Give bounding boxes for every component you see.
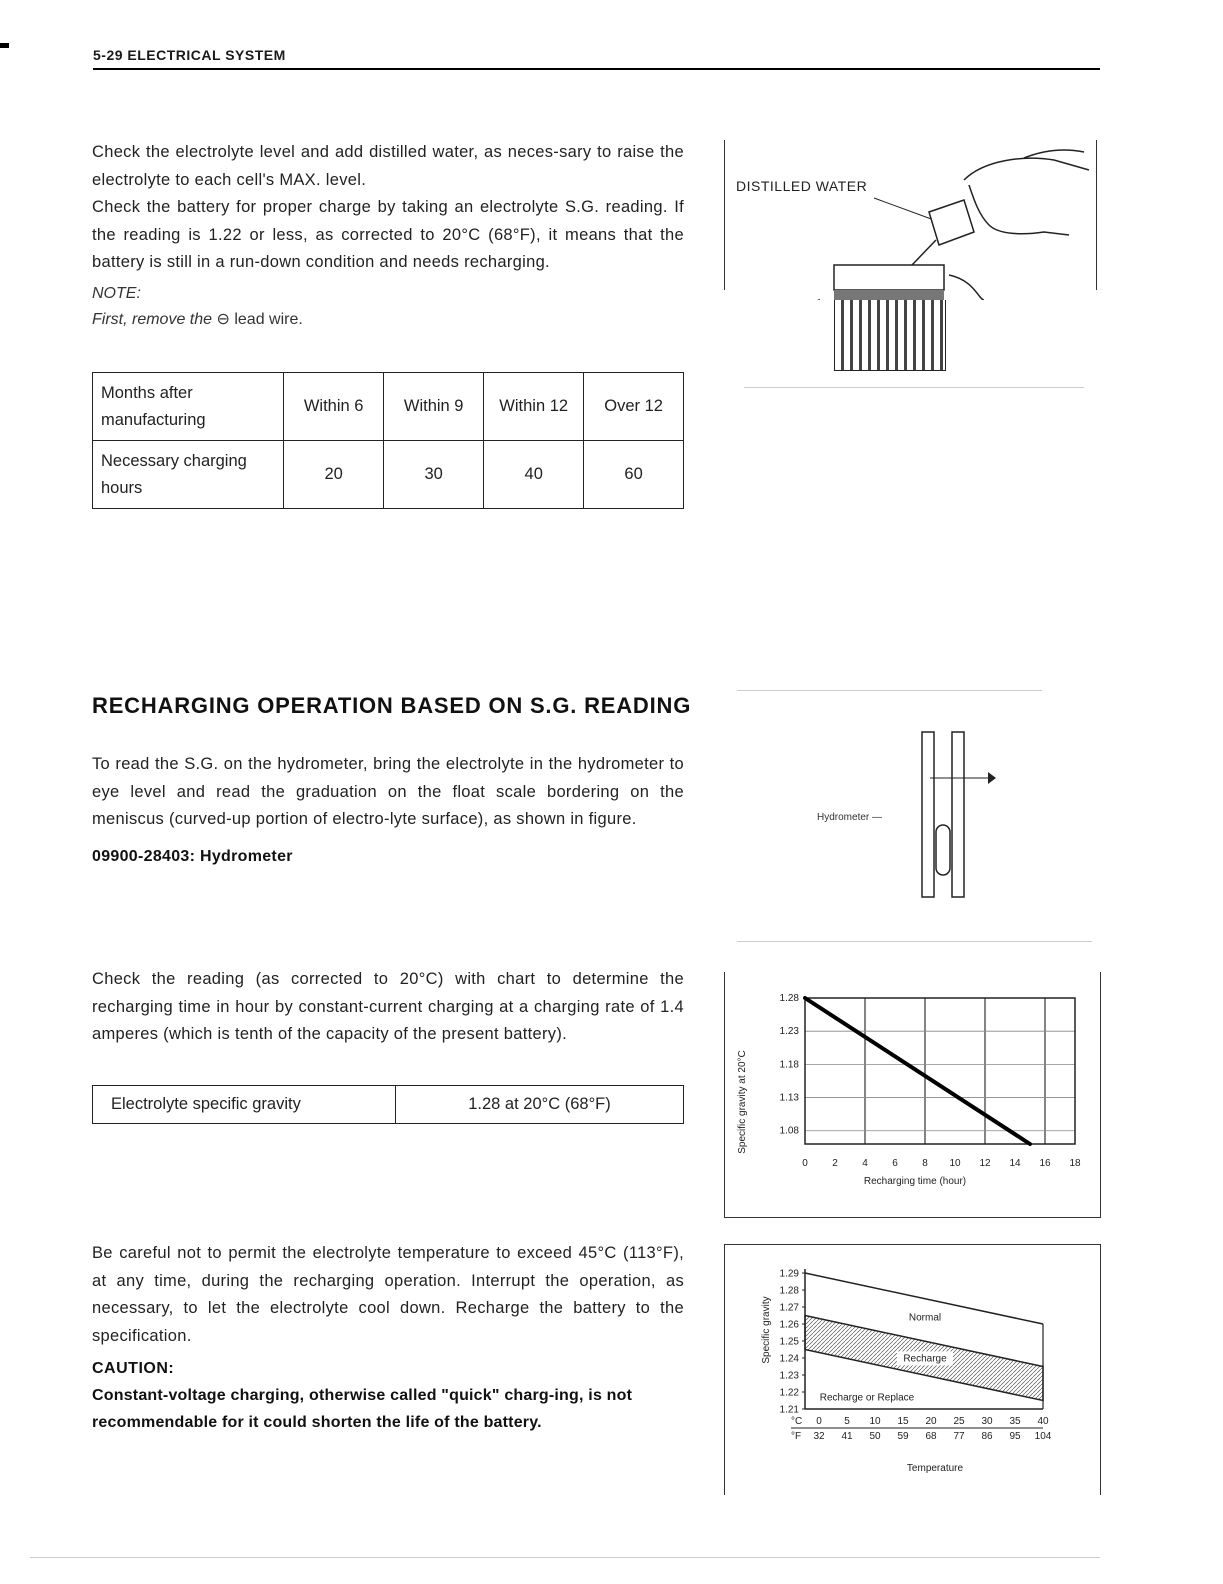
charging-hours-table [92, 372, 684, 509]
table-row-months [93, 373, 684, 441]
battery-label-band [834, 290, 944, 300]
chart2-y-tick-label: 1.27 [779, 1302, 799, 1314]
chart1-y-tick-label: 1.13 [779, 1092, 799, 1104]
chart1-x-tick-label: 18 [1069, 1158, 1081, 1169]
chart2-x-tick-label-f: 41 [841, 1431, 853, 1442]
hydrometer-tube-right [952, 732, 964, 897]
note-label: NOTE: [92, 284, 141, 302]
page-header: 5-29 ELECTRICAL SYSTEM [93, 47, 286, 63]
chart2-label-recharge: Recharge [903, 1353, 947, 1365]
chart1-x-tick-label: 10 [949, 1158, 961, 1169]
caution-body: Constant-voltage charging, otherwise called "quick" charg-ing, is not recommendable for it could shorten the life of the battery. [92, 1387, 633, 1431]
header-rule [93, 68, 1100, 70]
note-suffix: lead wire. [234, 310, 303, 328]
chart1-x-tick-label: 0 [802, 1158, 808, 1169]
cell-hours: 20 [284, 441, 384, 509]
chart2-x-tick-label-c: 10 [869, 1416, 881, 1427]
battery-illustration [724, 140, 1099, 300]
leader-line [874, 198, 934, 220]
chart2-label-replace: Recharge or Replace [819, 1392, 915, 1404]
cell-month: Over 12 [584, 373, 684, 441]
figure-divider [737, 941, 1092, 942]
chart1-x-tick-label: 16 [1039, 1158, 1051, 1169]
caution-title: CAUTION: [92, 1360, 175, 1377]
sg-spec-table [92, 1085, 684, 1124]
section-title: RECHARGING OPERATION BASED ON S.G. READING [92, 693, 692, 718]
chart2-x-tick-label-c: 40 [1037, 1416, 1049, 1427]
cell-hours: 60 [584, 441, 684, 509]
section-1-text [92, 139, 684, 329]
chart2-x-unit-c: °C [791, 1416, 803, 1427]
note-line [92, 309, 684, 329]
chart2-x-tick-label-f: 77 [953, 1431, 965, 1442]
chart1-y-tick-label: 1.08 [779, 1125, 799, 1137]
distilled-water-label: DISTILLED WATER [736, 178, 868, 194]
hydrometer-illustration [900, 730, 1020, 905]
section-2-text-2 [92, 966, 684, 1049]
table-row [93, 1086, 684, 1124]
page-edge-mark [0, 43, 9, 48]
chart2-x-tick-label-f: 95 [1009, 1431, 1021, 1442]
chart1-x-tick-label: 12 [979, 1158, 991, 1169]
chart-recharging-time [724, 972, 1101, 1218]
chart2-x-tick-label-c: 25 [953, 1416, 965, 1427]
chart2-x-tick-label-f: 68 [925, 1431, 937, 1442]
chart1-y-tick-label: 1.28 [779, 993, 799, 1004]
cell-month: Within 6 [284, 373, 384, 441]
row-label-months: Months after manufacturing [93, 373, 284, 441]
cell-hours: 40 [484, 441, 584, 509]
chart-temperature [724, 1244, 1101, 1495]
paragraph-temperature: Be careful not to permit the electrolyte temperature to exceed 45°C (113°F), at any time, during the recharging operation. Interrupt the operation, as necessary, to let the electrolyte cool down. Recharge the battery to the specification. [92, 1244, 684, 1345]
sg-spec-label: Electrolyte specific gravity [93, 1086, 396, 1124]
chart2-label-normal: Normal [908, 1312, 942, 1324]
chart2-x-tick-label-c: 35 [1009, 1416, 1021, 1427]
chart2-x-tick-label-c: 15 [897, 1416, 909, 1427]
tool-part-number: 09900-28403: Hydrometer [92, 847, 293, 865]
chart2-x-tick-label-f: 104 [1034, 1431, 1052, 1442]
eye-icon [988, 772, 996, 784]
chart2-y-tick-label: 1.28 [779, 1285, 799, 1297]
chart-temperature-svg [725, 1245, 1100, 1495]
paragraph-sg-reading: Check the battery for proper charge by taking an electrolyte S.G. reading. If the reading is 1.22 or less, as corrected to 20°C (68°F), it means that the battery is still in a run-down condition and needs recharging. [92, 198, 684, 271]
hand-icon [964, 150, 1089, 235]
figure-divider [744, 387, 1084, 388]
chart1-x-tick-label: 14 [1009, 1158, 1021, 1169]
battery-body [834, 300, 946, 371]
chart1-y-tick-label: 1.23 [779, 1026, 799, 1038]
chart2-y-tick-label: 1.21 [779, 1404, 799, 1416]
cell-month: Within 12 [484, 373, 584, 441]
chart2-x-tick-label-f: 86 [981, 1431, 993, 1442]
footer-rule [30, 1557, 1100, 1558]
figure-divider [737, 690, 1042, 691]
chart2-y-tick-label: 1.26 [779, 1319, 799, 1331]
minus-terminal-icon: ⊖ [216, 310, 230, 328]
row-label-hours: Necessary charging hours [93, 441, 284, 509]
chart2-y-tick-label: 1.23 [779, 1370, 799, 1382]
bottle-icon [929, 200, 974, 245]
cell-month: Within 9 [384, 373, 484, 441]
water-stream [912, 240, 936, 265]
battery-top [834, 265, 944, 290]
chart1-series-line [805, 998, 1030, 1144]
chart2-x-tick-label-f: 59 [897, 1431, 909, 1442]
chart2-x-tick-label-c: 30 [981, 1416, 993, 1427]
sg-spec-value: 1.28 at 20°C (68°F) [396, 1086, 684, 1124]
chart2-xlabel: Temperature [906, 1463, 964, 1474]
chart2-x-tick-label-c: 0 [816, 1416, 822, 1427]
chart1-plot-frame [805, 998, 1075, 1144]
figure-distilled-water [724, 140, 1099, 300]
chart2-x-tick-label-f: 50 [869, 1431, 881, 1442]
note-prefix: First, remove the [92, 310, 213, 328]
section-3-text [92, 1240, 684, 1436]
chart2-ylabel: Specific gravity [761, 1296, 772, 1364]
chart2-y-tick-label: 1.29 [779, 1268, 799, 1280]
hydrometer-label: Hydrometer — [817, 812, 883, 823]
table-row-hours [93, 441, 684, 509]
chart1-ylabel: Specific gravity at 20°C [737, 1050, 748, 1154]
chart2-x-tick-label-c: 20 [925, 1416, 937, 1427]
chart1-xlabel: Recharging time (hour) [863, 1176, 967, 1187]
chart2-x-tick-label-f: 32 [813, 1431, 825, 1442]
chart1-x-tick-label: 8 [922, 1158, 928, 1169]
hydrometer-label-text: Hydrometer [817, 812, 870, 823]
paragraph-hydrometer: To read the S.G. on the hydrometer, bring the electrolyte in the hydrometer to eye level and read the graduation on the float scale bordering on the meniscus (curved-up portion of electro-lyte surface), as shown in figure. [92, 755, 684, 828]
paragraph-chart-check: Check the reading (as corrected to 20°C) with chart to determine the recharging time in hour by constant-current charging at a charging rate of 1.4 amperes (which is tenth of the capacity of the present battery). [92, 970, 684, 1043]
chart2-x-tick-label-c: 5 [844, 1416, 850, 1427]
section-2-text [92, 751, 684, 866]
chart2-y-tick-label: 1.25 [779, 1336, 799, 1348]
chart-recharging-time-svg [725, 972, 1100, 1217]
chart1-x-tick-label: 2 [832, 1158, 838, 1169]
vent-tube [949, 275, 984, 300]
chart2-x-unit-f: °F [791, 1431, 802, 1442]
cell-hours: 30 [384, 441, 484, 509]
chart1-y-tick-label: 1.18 [779, 1059, 799, 1071]
chart2-y-tick-label: 1.22 [779, 1387, 799, 1399]
chart2-y-tick-label: 1.24 [779, 1353, 799, 1365]
chart1-x-tick-label: 6 [892, 1158, 898, 1169]
float-bulb [936, 825, 950, 875]
chart1-x-tick-label: 4 [862, 1158, 868, 1169]
hydrometer-tube-left [922, 732, 934, 897]
paragraph-distilled-water: Check the electrolyte level and add distilled water, as neces-sary to raise the electrolyte to each cell's MAX. level. [92, 143, 684, 189]
